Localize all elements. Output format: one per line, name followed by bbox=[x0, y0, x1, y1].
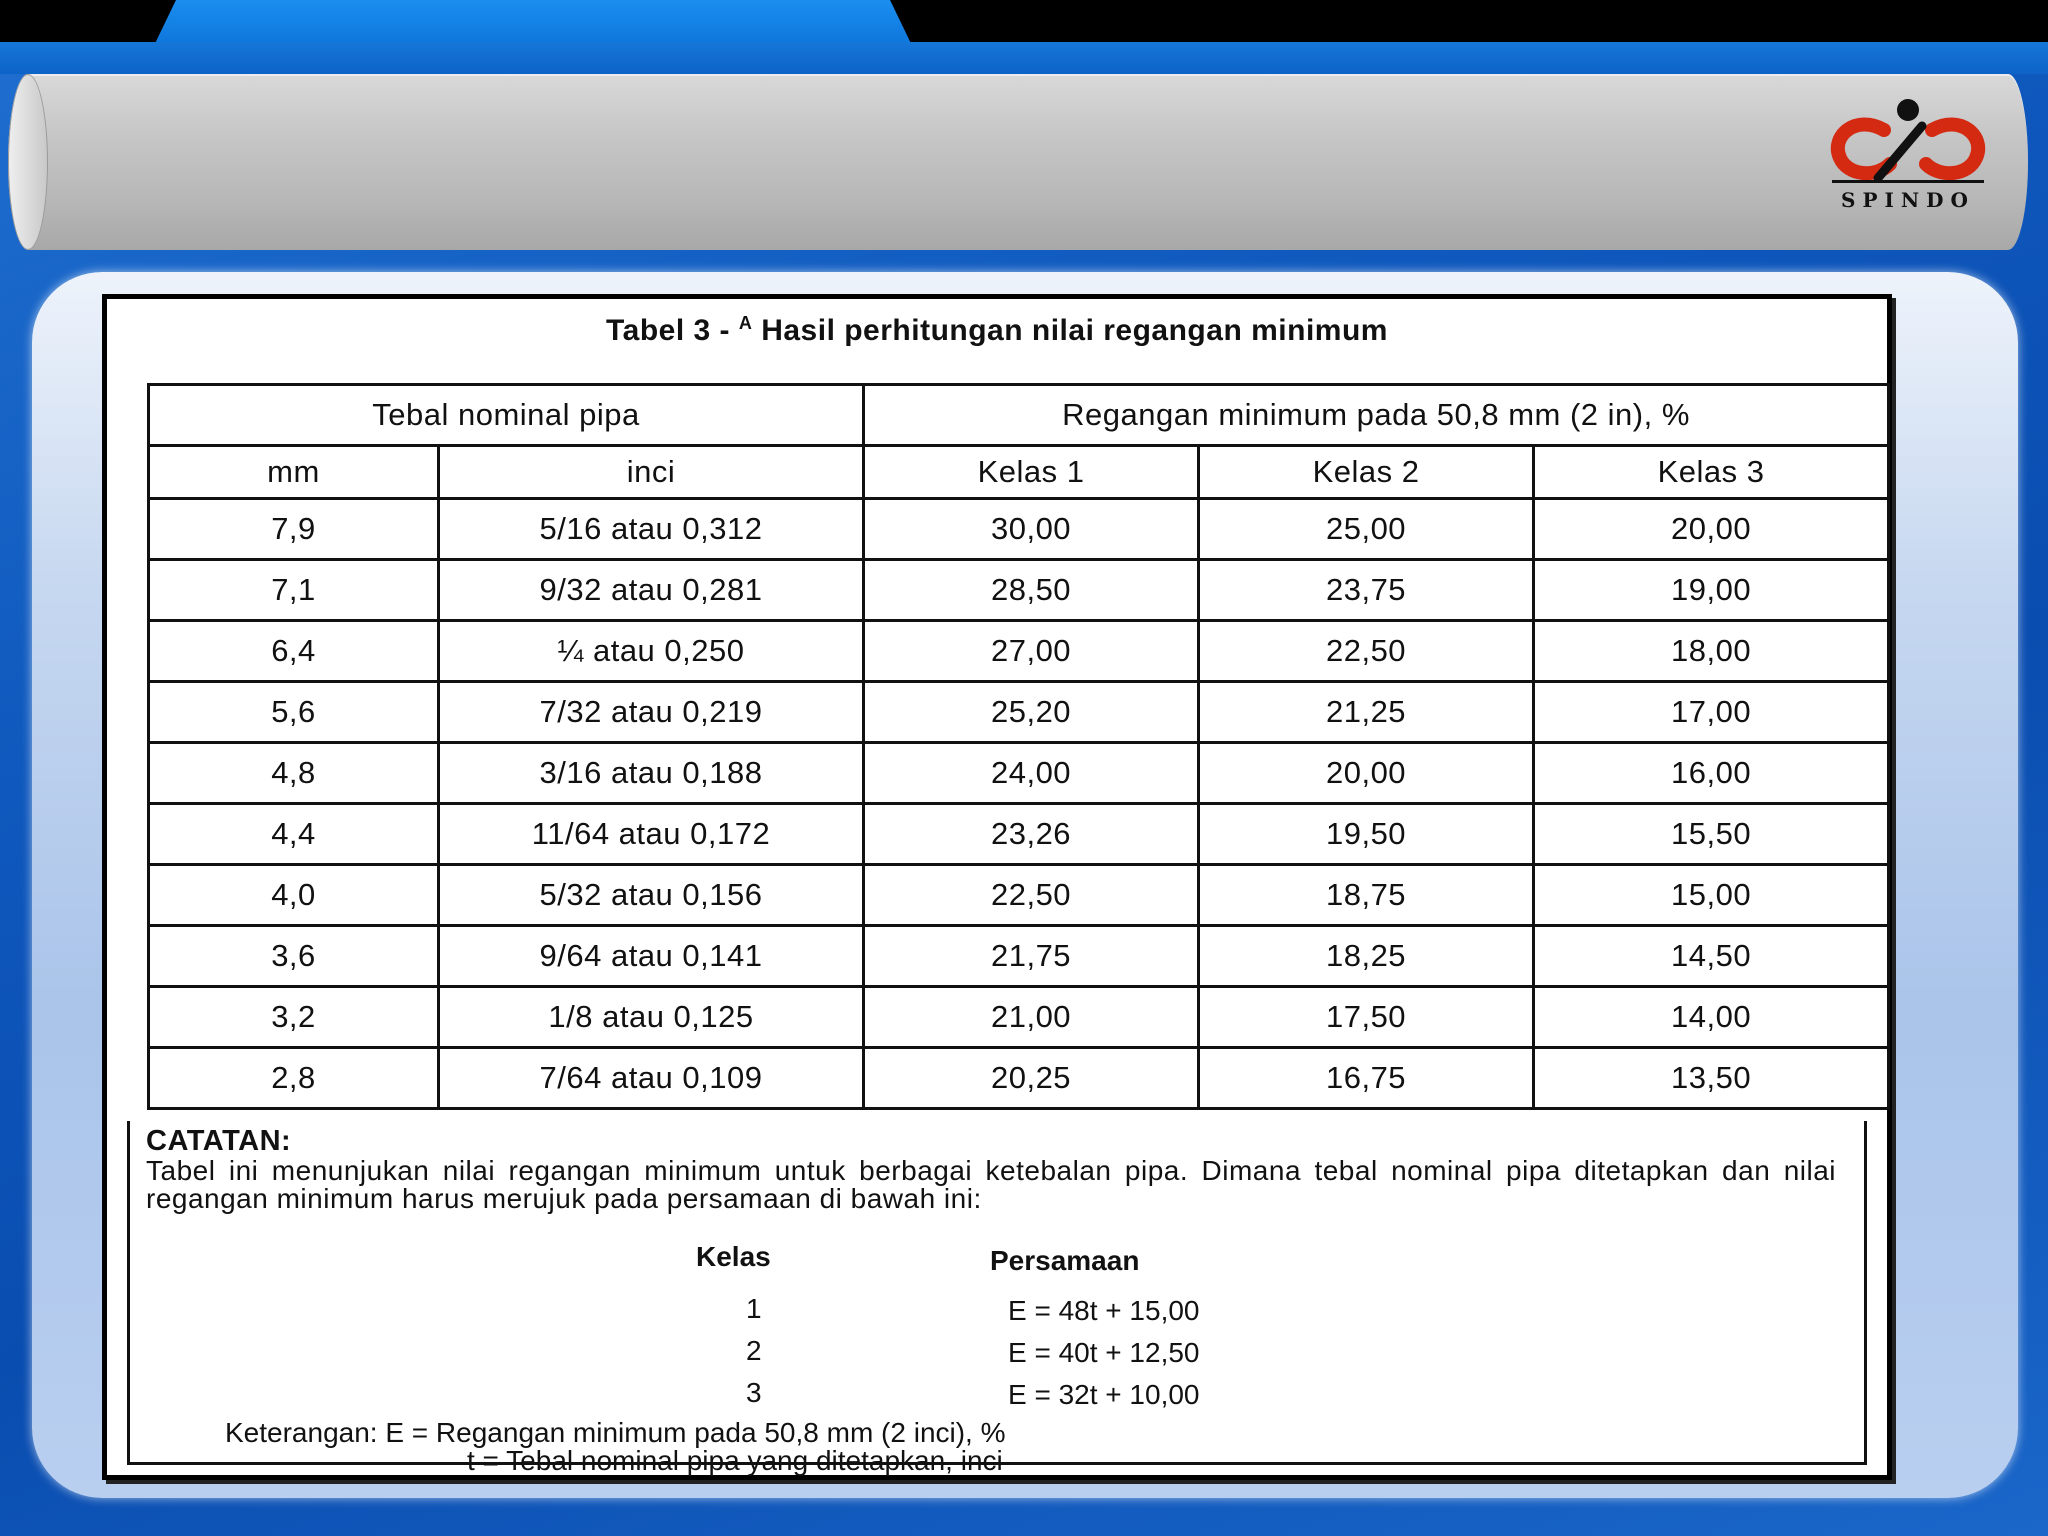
table-cell: 3,2 bbox=[149, 987, 439, 1048]
table-cell: ¼ atau 0,250 bbox=[439, 621, 864, 682]
table-cell: 23,26 bbox=[864, 804, 1199, 865]
notes-box bbox=[127, 1121, 1867, 1465]
table-cell: 4,4 bbox=[149, 804, 439, 865]
table-cell: 20,00 bbox=[1199, 743, 1534, 804]
table-cell: 9/64 atau 0,141 bbox=[439, 926, 864, 987]
table-cell: 5/16 atau 0,312 bbox=[439, 499, 864, 560]
equation-formula: E = 40t + 12,50 bbox=[1008, 1337, 1200, 1368]
table-cell: 9/32 atau 0,281 bbox=[439, 560, 864, 621]
keterangan-e: Keterangan: E = Regangan minimum pada 50,8 mm (2 inci), % bbox=[225, 1417, 1006, 1448]
table-cell: 17,50 bbox=[1199, 987, 1534, 1048]
document-title bbox=[107, 313, 1887, 348]
table-cell: 15,50 bbox=[1534, 804, 1889, 865]
table-cell: 24,00 bbox=[864, 743, 1199, 804]
equation-header-kelas: Kelas bbox=[696, 1241, 771, 1272]
equation-kelas: 3 bbox=[746, 1377, 762, 1408]
table-cell: 18,75 bbox=[1199, 865, 1534, 926]
table-cell: 30,00 bbox=[864, 499, 1199, 560]
table-cell: 1/8 atau 0,125 bbox=[439, 987, 864, 1048]
table-row bbox=[149, 621, 1889, 682]
table-cell: 2,8 bbox=[149, 1048, 439, 1109]
table-row bbox=[149, 987, 1889, 1048]
table-cell: 5/32 atau 0,156 bbox=[439, 865, 864, 926]
table-cell: 16,00 bbox=[1534, 743, 1889, 804]
table-row bbox=[149, 499, 1889, 560]
notes-text: Tabel ini menunjukan nilai regangan minimum untuk berbagai ketebalan pipa. Dimana tebal nominal pipa ditetapkan dan nilai regangan minimum harus merujuk pada persamaan di bawah ini: bbox=[146, 1155, 1836, 1214]
table-cell: 19,50 bbox=[1199, 804, 1534, 865]
table-cell: 15,00 bbox=[1534, 865, 1889, 926]
table-row bbox=[149, 743, 1889, 804]
table-cell: 14,00 bbox=[1534, 987, 1889, 1048]
table-cell: 17,00 bbox=[1534, 682, 1889, 743]
table-cell: 4,0 bbox=[149, 865, 439, 926]
table-row bbox=[149, 1048, 1889, 1109]
equation-kelas: 1 bbox=[746, 1293, 762, 1324]
table-cell: 20,25 bbox=[864, 1048, 1199, 1109]
table-cell: 27,00 bbox=[864, 621, 1199, 682]
table-cell: 11/64 atau 0,172 bbox=[439, 804, 864, 865]
col-header-inci: inci bbox=[439, 446, 864, 499]
equation-kelas: 2 bbox=[746, 1335, 762, 1366]
strain-table bbox=[147, 383, 1890, 1110]
table-cell: 22,50 bbox=[1199, 621, 1534, 682]
col-header-kelas-1: Kelas 1 bbox=[864, 446, 1199, 499]
header-cylinder-bar bbox=[8, 74, 2028, 250]
table-cell: 21,00 bbox=[864, 987, 1199, 1048]
table-cell: 21,25 bbox=[1199, 682, 1534, 743]
table-cell: 14,50 bbox=[1534, 926, 1889, 987]
table-row bbox=[149, 804, 1889, 865]
table-cell: 7/64 atau 0,109 bbox=[439, 1048, 864, 1109]
title-superscript: A bbox=[738, 313, 753, 333]
table-row bbox=[149, 682, 1889, 743]
table-cell: 21,75 bbox=[864, 926, 1199, 987]
table-cell: 7,1 bbox=[149, 560, 439, 621]
table-cell: 23,75 bbox=[1199, 560, 1534, 621]
table-group-header-row bbox=[149, 385, 1889, 446]
table-cell: 18,00 bbox=[1534, 621, 1889, 682]
table-cell: 20,00 bbox=[1534, 499, 1889, 560]
spindo-logo bbox=[1826, 96, 1990, 216]
equation-formula: E = 32t + 10,00 bbox=[1008, 1379, 1200, 1410]
group-header-strain: Regangan minimum pada 50,8 mm (2 in), % bbox=[864, 385, 1889, 446]
equation-header-persamaan: Persamaan bbox=[990, 1245, 1140, 1276]
equation-formula: E = 48t + 15,00 bbox=[1008, 1295, 1200, 1326]
table-row bbox=[149, 926, 1889, 987]
spindo-logo-mark-icon bbox=[1826, 96, 1990, 188]
table-cell: 16,75 bbox=[1199, 1048, 1534, 1109]
spindo-logo-text: SPINDO bbox=[1841, 188, 1975, 212]
group-header-thickness: Tebal nominal pipa bbox=[149, 385, 864, 446]
table-cell: 25,00 bbox=[1199, 499, 1534, 560]
table-cell: 5,6 bbox=[149, 682, 439, 743]
table-column-header-row bbox=[149, 446, 1889, 499]
table-row bbox=[149, 865, 1889, 926]
table-cell: 25,20 bbox=[864, 682, 1199, 743]
table-cell: 18,25 bbox=[1199, 926, 1534, 987]
table-row bbox=[149, 560, 1889, 621]
table-cell: 7/32 atau 0,219 bbox=[439, 682, 864, 743]
top-blue-strip bbox=[0, 42, 2048, 74]
notes-heading: CATATAN: bbox=[146, 1125, 292, 1157]
table-body bbox=[149, 499, 1889, 1109]
table-cell: 13,50 bbox=[1534, 1048, 1889, 1109]
title-main: Hasil perhitungan nilai regangan minimum bbox=[752, 314, 1388, 347]
keterangan-t: t = Tebal nominal pipa yang ditetapkan, inci bbox=[467, 1445, 1003, 1476]
table-cell: 28,50 bbox=[864, 560, 1199, 621]
document-sheet bbox=[102, 294, 1892, 1480]
table-cell: 22,50 bbox=[864, 865, 1199, 926]
title-prefix: Tabel 3 - bbox=[606, 314, 739, 347]
header-cylinder-cap bbox=[8, 74, 48, 250]
table-cell: 7,9 bbox=[149, 499, 439, 560]
col-header-kelas-3: Kelas 3 bbox=[1534, 446, 1889, 499]
table-cell: 6,4 bbox=[149, 621, 439, 682]
col-header-kelas-2: Kelas 2 bbox=[1199, 446, 1534, 499]
col-header-mm: mm bbox=[149, 446, 439, 499]
table-cell: 3,6 bbox=[149, 926, 439, 987]
table-cell: 3/16 atau 0,188 bbox=[439, 743, 864, 804]
table-cell: 19,00 bbox=[1534, 560, 1889, 621]
table-cell: 4,8 bbox=[149, 743, 439, 804]
